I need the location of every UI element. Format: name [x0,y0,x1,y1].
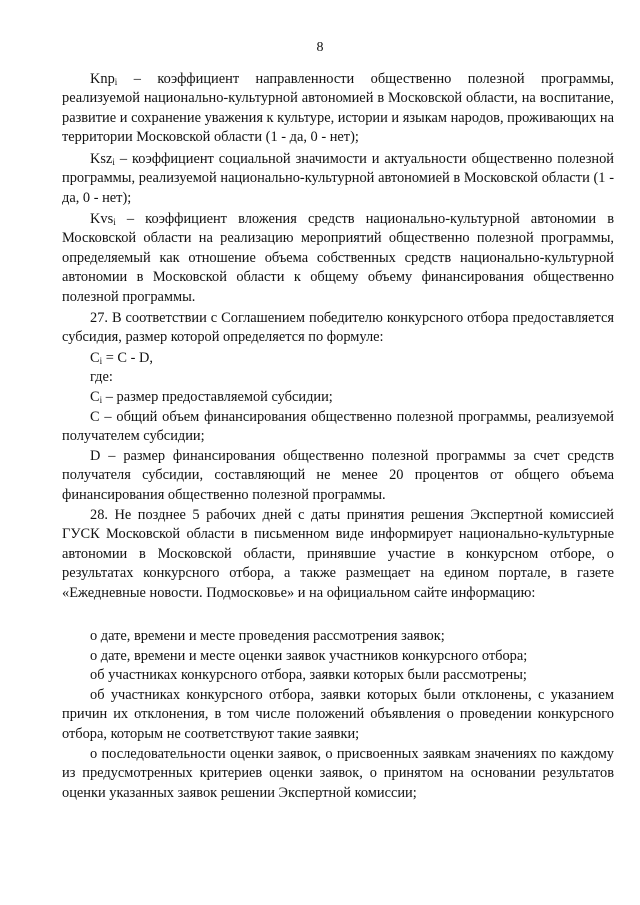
formula-subsidy [90,349,640,368]
symbol-knp: Knp [90,71,115,87]
list-item-rejected-participants: об участниках конкурсного отбора, заявки которых были отклонены, с указанием причин их отклонения, в том числе положений объявления о проведении конкурсного отбора, которым не соответствуют такие заявки; [62,687,614,742]
paragraph-text: – коэффициент направленности общественно полезной программы, реализуемой национально-культурной автономией в Московской области, на воспитание, развитие и сохранение уважения к культуре, истории и языкам народов, проживающих на территории Московской области (1 - да, 0 - нет); [62,71,614,146]
symbol-c: C [90,350,100,366]
paragraph-kvs-coefficient [62,210,614,307]
page-number: 8 [316,40,324,55]
list-item-reviewed-participants: об участниках конкурсного отбора, заявки которых были рассмотрены; [90,667,527,683]
paragraph-text: – коэффициент вложения средств национально-культурной автономии в Московской области на реализацию мероприятий общественно полезной программы, определяемый как отношение объема собственных средств национально-культурной автономии в Московской области к общему объему финансирования общественно полезной программы. [62,211,614,305]
paragraph-text: – размер предоставляемой субсидии; [102,389,333,405]
list-item-evaluation-date: о дате, времени и месте оценки заявок участников конкурсного отбора; [90,648,528,664]
paragraph-ci-definition [62,388,614,407]
paragraph-c-definition: C – общий объем финансирования общественно полезной программы, реализуемой получателем субсидии; [62,409,614,445]
symbol-c: C [90,389,100,405]
symbol-ksz: Ksz [90,151,113,167]
subscript-i: i [113,217,116,227]
symbol-kvs: Kvs [90,211,114,227]
paragraph-knp-coefficient [62,70,614,148]
subscript-i: i [99,395,103,405]
paragraph-d-definition: D – размер финансирования общественно полезной программы за счет средств получателя субсидии, составляющий не менее 20 процентов от общего объема финансирования общественно полезной программы. [62,448,614,503]
paragraph-27: 27. В соответствии с Соглашением победителю конкурсного отбора предоставляется субсидия, размер которой определяется по формуле: [62,310,614,346]
list-item-review-date: о дате, времени и месте проведения рассмотрения заявок; [90,628,445,644]
formula-text: = C - D, [102,350,154,366]
paragraph-ksz-coefficient [62,150,614,208]
subscript-i: i [114,77,118,87]
subscript-i: i [99,356,103,366]
subscript-i: i [112,157,115,167]
paragraph-28: 28. Не позднее 5 рабочих дней с даты принятия решения Экспертной комиссией ГУСК Московской области в письменном виде информирует национально-культурные автономии в Московской области, принявшие участие в конкурсном отборе, о результатах конкурсного отбора, а также размещает на едином портале, в газете «Ежедневные новости. Подмосковье» и на официальном сайте информацию: [62,507,614,601]
formula-where: где: [90,369,113,385]
paragraph-text: – коэффициент социальной значимости и актуальности общественно полезной программы, реализуемой национально-культурной автономией в Московской области (1 - да, 0 - нет); [62,151,614,206]
list-item-evaluation-sequence: о последовательности оценки заявок, о присвоенных заявкам значениях по каждому из предусмотренных критериев оценки заявок, о принятом на основании результатов оценки указанных заявок решении Экспертной комиссии; [62,746,614,801]
